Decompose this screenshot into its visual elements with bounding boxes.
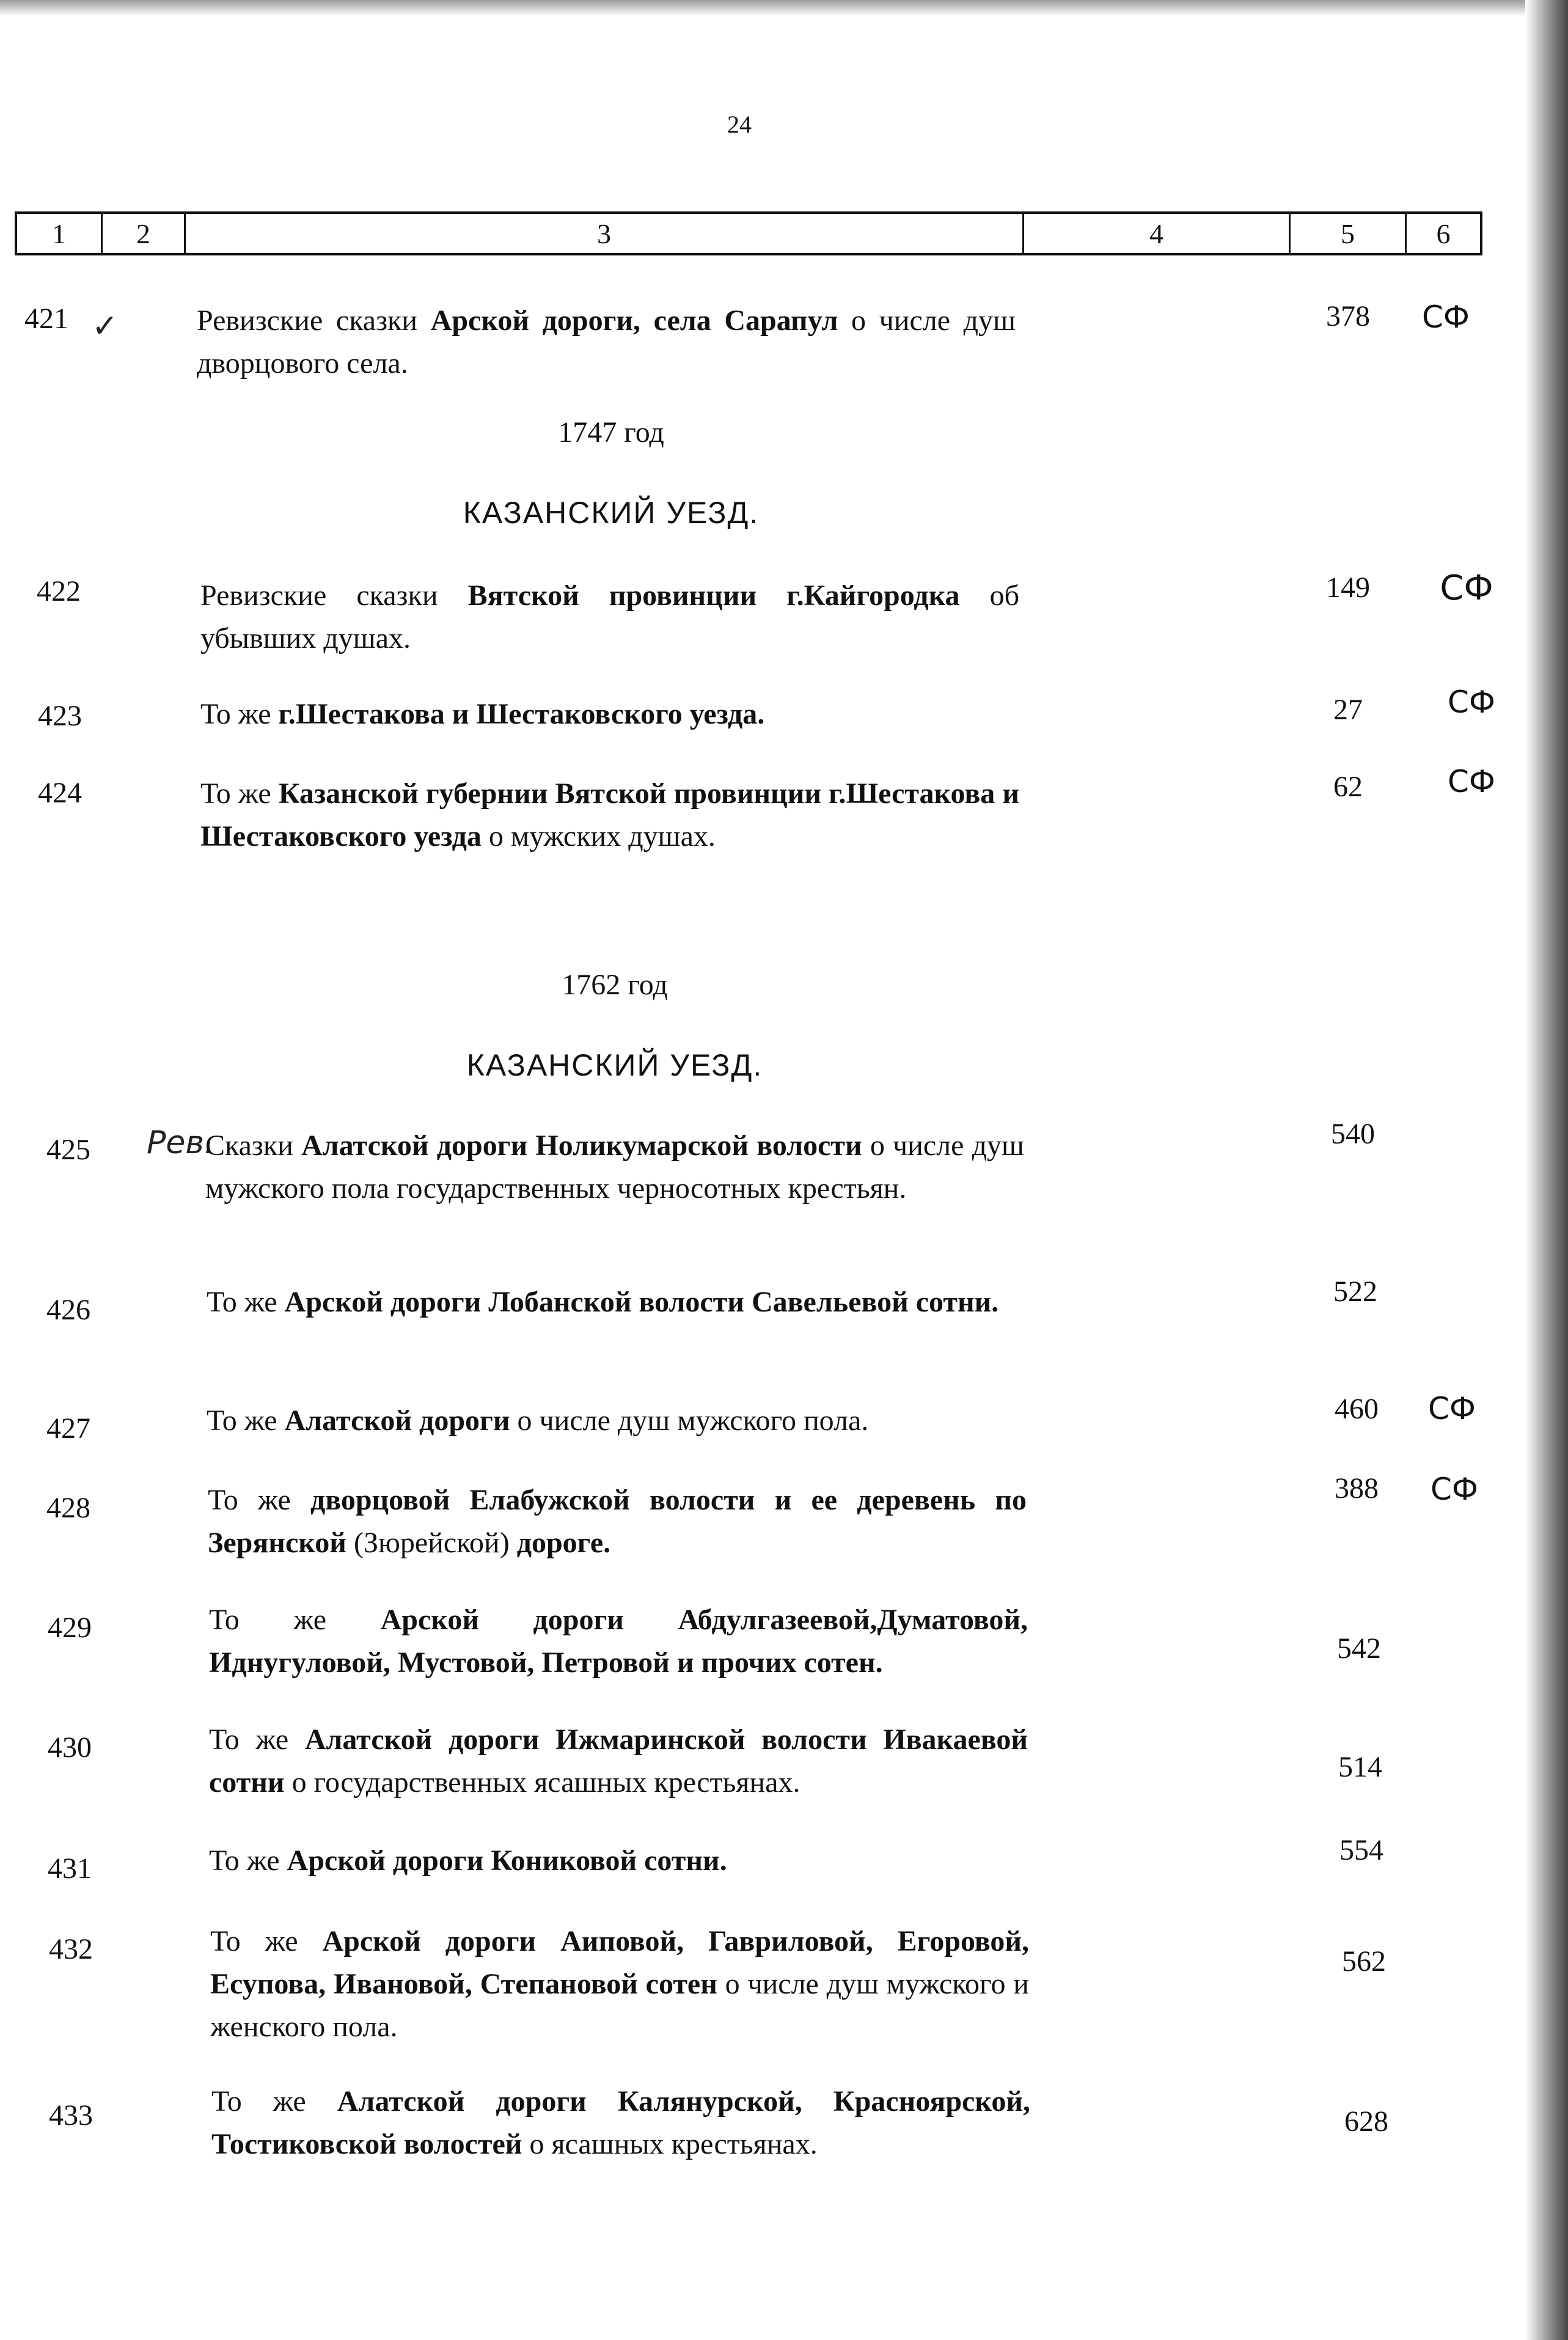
entry-description: То же Арской дороги Аиповой, Гавриловой, Егоровой, Есупова, Ивановой, Степановой сотен о числе душ мужского и женского пола.	[210, 1925, 1030, 2043]
handwritten-checkmark: ✓	[92, 308, 119, 345]
entry-mark: СФ	[1422, 299, 1470, 335]
entry-mark: СФ	[1431, 1472, 1478, 1507]
entry-description: То же Арской дороги Абдулгазеевой,Думатовой, Иднугуловой, Мустовой, Петровой и прочих сотен.	[209, 1604, 1028, 1679]
section-year: 1762 год	[562, 969, 668, 1001]
entry-description: То же Казанской губернии Вятской провинции г.Шестакова и Шестаковского уезда о мужских душах.	[200, 777, 1020, 853]
column-header-3: 3	[186, 214, 1024, 253]
column-header-6: 6	[1436, 218, 1451, 249]
entry-number: 432	[49, 1933, 93, 1965]
entry-number: 426	[46, 1294, 90, 1326]
entry-description: То же Алатской дороги Ижмаринской волости Ивакаевой сотни о государственных ясашных крестьянах.	[209, 1723, 1028, 1799]
section-year: 1747 год	[558, 416, 664, 449]
entry-mark: СФ	[1448, 684, 1495, 720]
column-header-4: 4	[1024, 214, 1291, 253]
entry-number: 427	[46, 1412, 90, 1445]
entry-quantity: 540	[1331, 1118, 1375, 1150]
page-top-edge-shadow	[0, 0, 1568, 16]
entry-quantity: 554	[1339, 1834, 1383, 1866]
entry-quantity: 514	[1338, 1751, 1382, 1783]
entry-mark: СФ	[1448, 764, 1495, 799]
column-header-row	[15, 211, 1482, 255]
entry-quantity: 562	[1342, 1945, 1386, 1978]
entry-quantity: 460	[1335, 1393, 1379, 1425]
entry-number: 433	[49, 2099, 93, 2132]
entry-description: Ревизские сказки Арской дороги, села Сарапул о числе душ дворцового села.	[197, 304, 1016, 380]
entry-mark: СФ	[1428, 1391, 1476, 1426]
entry-number: 423	[38, 700, 82, 732]
entry-number: 425	[46, 1134, 90, 1166]
entry-quantity: 27	[1333, 694, 1363, 726]
entry-number: 430	[48, 1731, 92, 1764]
entry-quantity: 378	[1326, 300, 1370, 332]
entry-description: То же Алатской дороги Калянурской, Красноярской, Тостиковской волостей о ясашных крестьянах.	[211, 2085, 1031, 2160]
entry-description: То же г.Шестакова и Шестаковского уезда.	[200, 698, 765, 730]
entry-number: 422	[37, 575, 81, 607]
entry-mark: СФ	[1440, 568, 1493, 608]
entry-description: Сказки Алатской дороги Ноликумарской волости о числе душ мужского пола государственных черносотных крестьян.	[205, 1129, 1024, 1205]
entry-quantity: 542	[1337, 1632, 1381, 1665]
handwritten-note: Рев.	[147, 1124, 214, 1161]
entry-description: То же Арской дороги Лобанской волости Савельевой сотни.	[207, 1286, 999, 1318]
section-district: КАЗАНСКИЙ УЕЗД.	[466, 1048, 763, 1082]
entry-number: 424	[38, 777, 82, 809]
entry-number: 429	[48, 1612, 92, 1644]
page-right-edge-shadow	[1525, 0, 1568, 2340]
entry-quantity: 628	[1344, 2105, 1388, 2138]
entry-description: То же Арской дороги Кониковой сотни.	[209, 1844, 727, 1877]
entry-description: То же Алатской дороги о числе душ мужского пола.	[207, 1404, 869, 1437]
column-header-5: 5	[1291, 214, 1407, 253]
page-number: 24	[727, 111, 752, 138]
entry-number: 431	[48, 1852, 92, 1885]
entry-quantity: 388	[1335, 1472, 1379, 1505]
entry-number: 428	[46, 1492, 90, 1524]
entry-number: 421	[24, 303, 68, 335]
entry-quantity: 522	[1333, 1275, 1377, 1308]
section-district: КАЗАНСКИЙ УЕЗД.	[463, 496, 760, 530]
column-header-1: 1	[17, 214, 103, 253]
entry-description: Ревизские сказки Вятской провинции г.Кайгородка об убывших душах.	[200, 579, 1020, 655]
entry-quantity: 62	[1333, 771, 1363, 803]
entry-description: То же дворцовой Елабужской волости и ее деревень по Зерянской (Зюрейской) дороге.	[208, 1484, 1027, 1559]
entry-quantity: 149	[1326, 571, 1370, 604]
column-header-2: 2	[103, 214, 186, 253]
